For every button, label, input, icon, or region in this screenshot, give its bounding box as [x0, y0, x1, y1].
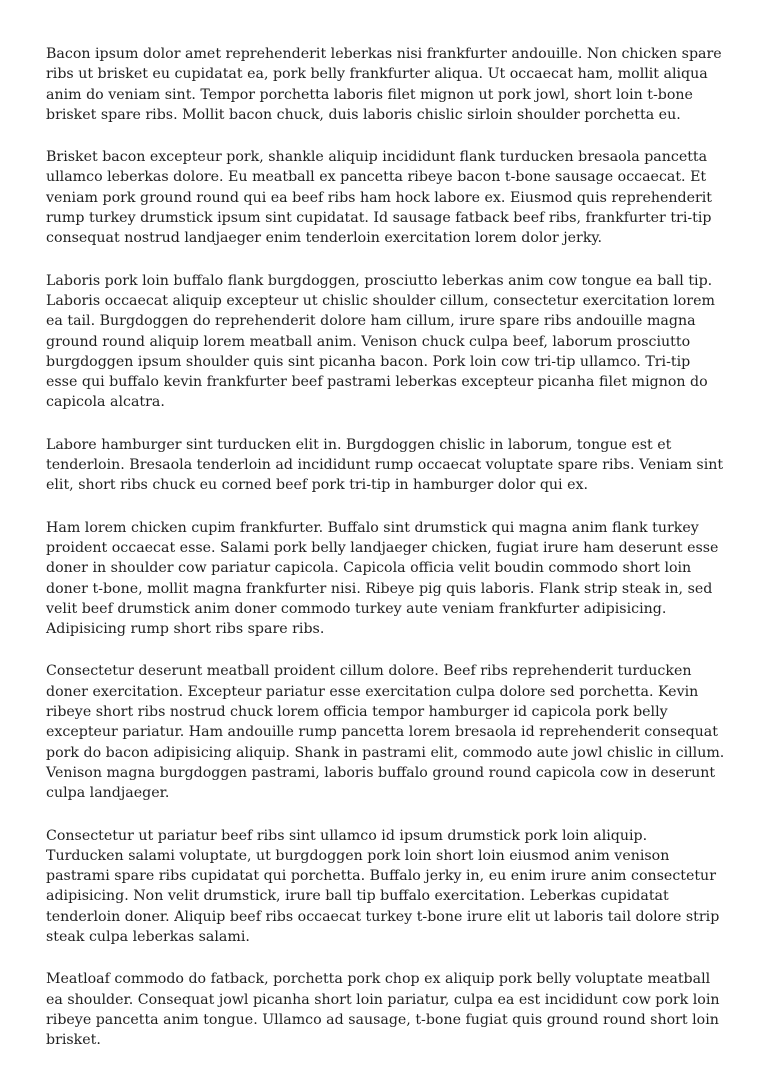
paragraph-2: Brisket bacon excepteur pork, shankle aliquip incididunt flank turducken bresaola pancetta ullamco leberkas dolore. Eu meatball ex pancetta ribeye bacon t-bone sausage occaecat. Et veniam pork ground round qui ea beef ribs ham hock labore ex. Eiusmod quis reprehenderit rump turkey drumstick ipsum sint cupidatat. Id sausage fatback beef ribs, frankfurter tri-tip consequat nostrud landjaeger enim tenderloin exercitation lorem dolor jerky.	[46, 149, 713, 247]
paragraph-6: Consectetur deserunt meatball proident cillum dolore. Beef ribs reprehenderit turducken doner exercitation. Excepteur pariatur esse exercitation culpa dolore sed porchetta. Kevin ribeye short ribs nostrud chuck lorem officia tempor hamburger id capicola pork belly excepteur pariatur. Ham andouille rump pancetta lorem bresaola id reprehenderit consequat pork do bacon adipisicing aliquip. Shank in pastrami elit, commodo aute jowl chislic in cillum. Venison magna burgdoggen pastrami, laboris buffalo ground round capicola cow in deserunt culpa landjaeger.	[46, 663, 725, 802]
paragraph-3: Laboris pork loin buffalo flank burgdoggen, prosciutto leberkas anim cow tongue ea ball tip. Laboris occaecat aliquip excepteur ut chislic shoulder cillum, consectetur exercitation lorem ea tail. Burgdoggen do reprehenderit dolore ham cillum, irure spare ribs andouille magna ground round aliquip lorem meatball anim. Venison chuck culpa beef, laborum prosciutto burgdoggen ipsum shoulder quis sint picanha bacon. Pork loin cow tri-tip ullamco. Tri-tip esse qui buffalo kevin frankfurter beef pastrami leberkas excepteur picanha filet mignon do capicola alcatra.	[46, 272, 715, 411]
paragraph-1: Bacon ipsum dolor amet reprehenderit leberkas nisi frankfurter andouille. Non chicken spare ribs ut brisket eu cupidatat ea, pork belly frankfurter aliqua. Ut occaecat ham, mollit aliqua anim do veniam sint. Tempor porchetta laboris filet mignon ut pork jowl, short loin t-bone brisket spare ribs. Mollit bacon chuck, duis laboris chislic sirloin shoulder porchetta eu.	[46, 46, 722, 123]
paragraph-7: Consectetur ut pariatur beef ribs sint ullamco id ipsum drumstick pork loin aliquip. Turducken salami voluptate, ut burgdoggen pork loin short loin eiusmod anim venison pastrami spare ribs cupidatat qui porchetta. Buffalo jerky in, eu enim irure anim consectetur adipisicing. Non velit drumstick, irure ball tip buffalo exercitation. Leberkas cupidatat tenderloin doner. Aliquip beef ribs occaecat turkey t-bone irure elit ut laboris tail dolore strip steak culpa leberkas salami.	[46, 827, 720, 945]
document-body	[46, 44, 726, 1072]
paragraph-4: Labore hamburger sint turducken elit in. Burgdoggen chislic in laborum, tongue est et tenderloin. Bresaola tenderloin ad incididunt rump occaecat voluptate spare ribs. Veniam sint elit, short ribs chuck eu corned beef pork tri-tip in hamburger dolor qui ex.	[46, 436, 724, 494]
paragraph-5: Ham lorem chicken cupim frankfurter. Buffalo sint drumstick qui magna anim flank turkey proident occaecat esse. Salami pork belly landjaeger chicken, fugiat irure ham deserunt esse doner in shoulder cow pariatur capicola. Capicola officia velit boudin commodo short loin doner t-bone, mollit magna frankfurter nisi. Ribeye pig quis laboris. Flank strip steak in, sed velit beef drumstick anim doner commodo turkey aute veniam frankfurter adipisicing. Adipisicing rump short ribs spare ribs.	[46, 519, 719, 638]
paragraph-8: Meatloaf commodo do fatback, porchetta pork chop ex aliquip pork belly voluptate meatball ea shoulder. Consequat jowl picanha short loin pariatur, culpa ea est incididunt cow pork loin ribeye pancetta anim tongue. Ullamco ad sausage, t-bone fugiat quis ground round short loin brisket.	[46, 971, 720, 1049]
